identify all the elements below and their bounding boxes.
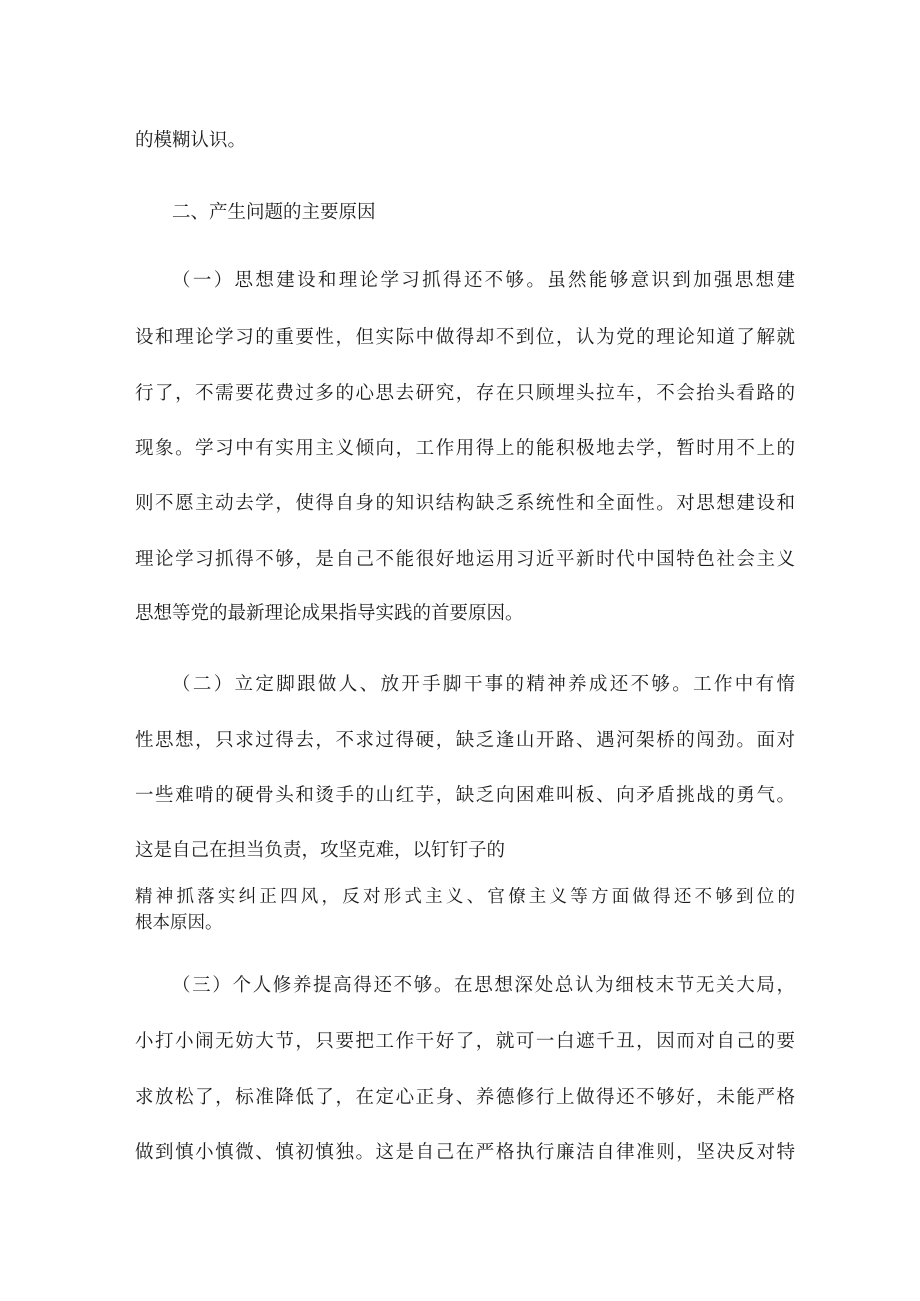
text-line: 思想等党的最新理论成果指导实践的首要原因。: [135, 603, 524, 624]
text-line: （一）思想建设和理论学习抓得还不够。虽然能够意识到加强思想建: [172, 270, 795, 291]
text-line: 根本原因。: [135, 913, 223, 933]
text-line: 求放松了，标准降低了，在定心正身、养德修行上做得还不够好，未能严格: [135, 1087, 795, 1108]
text-line: 做到慎小慎微、慎初慎独。这是自己在严格执行廉洁自律准则，坚决反对特: [135, 1142, 795, 1163]
text-line: （三）个人修养提高得还不够。在思想深处总认为细枝末节无关大局，: [172, 975, 795, 996]
text-line: 一些难啃的硬骨头和烫手的山红芋，缺乏向困难叫板、向矛盾挑战的勇气。: [135, 785, 795, 806]
section-heading: 二、产生问题的主要原因: [172, 202, 376, 223]
text-line: 设和理论学习的重要性，但实际中做得却不到位，认为党的理论知道了解就: [135, 327, 795, 348]
text-line: （二）立定脚跟做人、放开手脚干事的精神养成还不够。工作中有惰: [172, 674, 795, 695]
text-line: 这是自己在担当负责，攻坚克难，以钉钉子的: [135, 840, 506, 861]
text-line: 行了，不需要花费过多的心思去研究，存在只顾埋头拉车，不会抬头看路的: [135, 383, 795, 404]
text-line: 精神抓落实纠正四风，反对形式主义、官僚主义等方面做得还不够到位的: [135, 887, 795, 907]
text-line: 则不愿主动去学，使得自身的知识结构缺乏系统性和全面性。对思想建设和: [135, 493, 795, 514]
text-line: 性思想，只求过得去，不求过得硬，缺乏逢山开路、遇河架桥的闯劲。面对: [135, 730, 795, 751]
text-line: 现象。学习中有实用主义倾向，工作用得上的能积极地去学，暂时用不上的: [135, 438, 795, 459]
text-line: 理论学习抓得不够，是自己不能很好地运用习近平新时代中国特色社会主义: [135, 549, 795, 570]
text-line: 小打小闹无妨大节，只要把工作干好了，就可一白遮千丑，因而对自己的要: [135, 1031, 795, 1052]
text-line: 的模糊认识。: [135, 130, 247, 151]
